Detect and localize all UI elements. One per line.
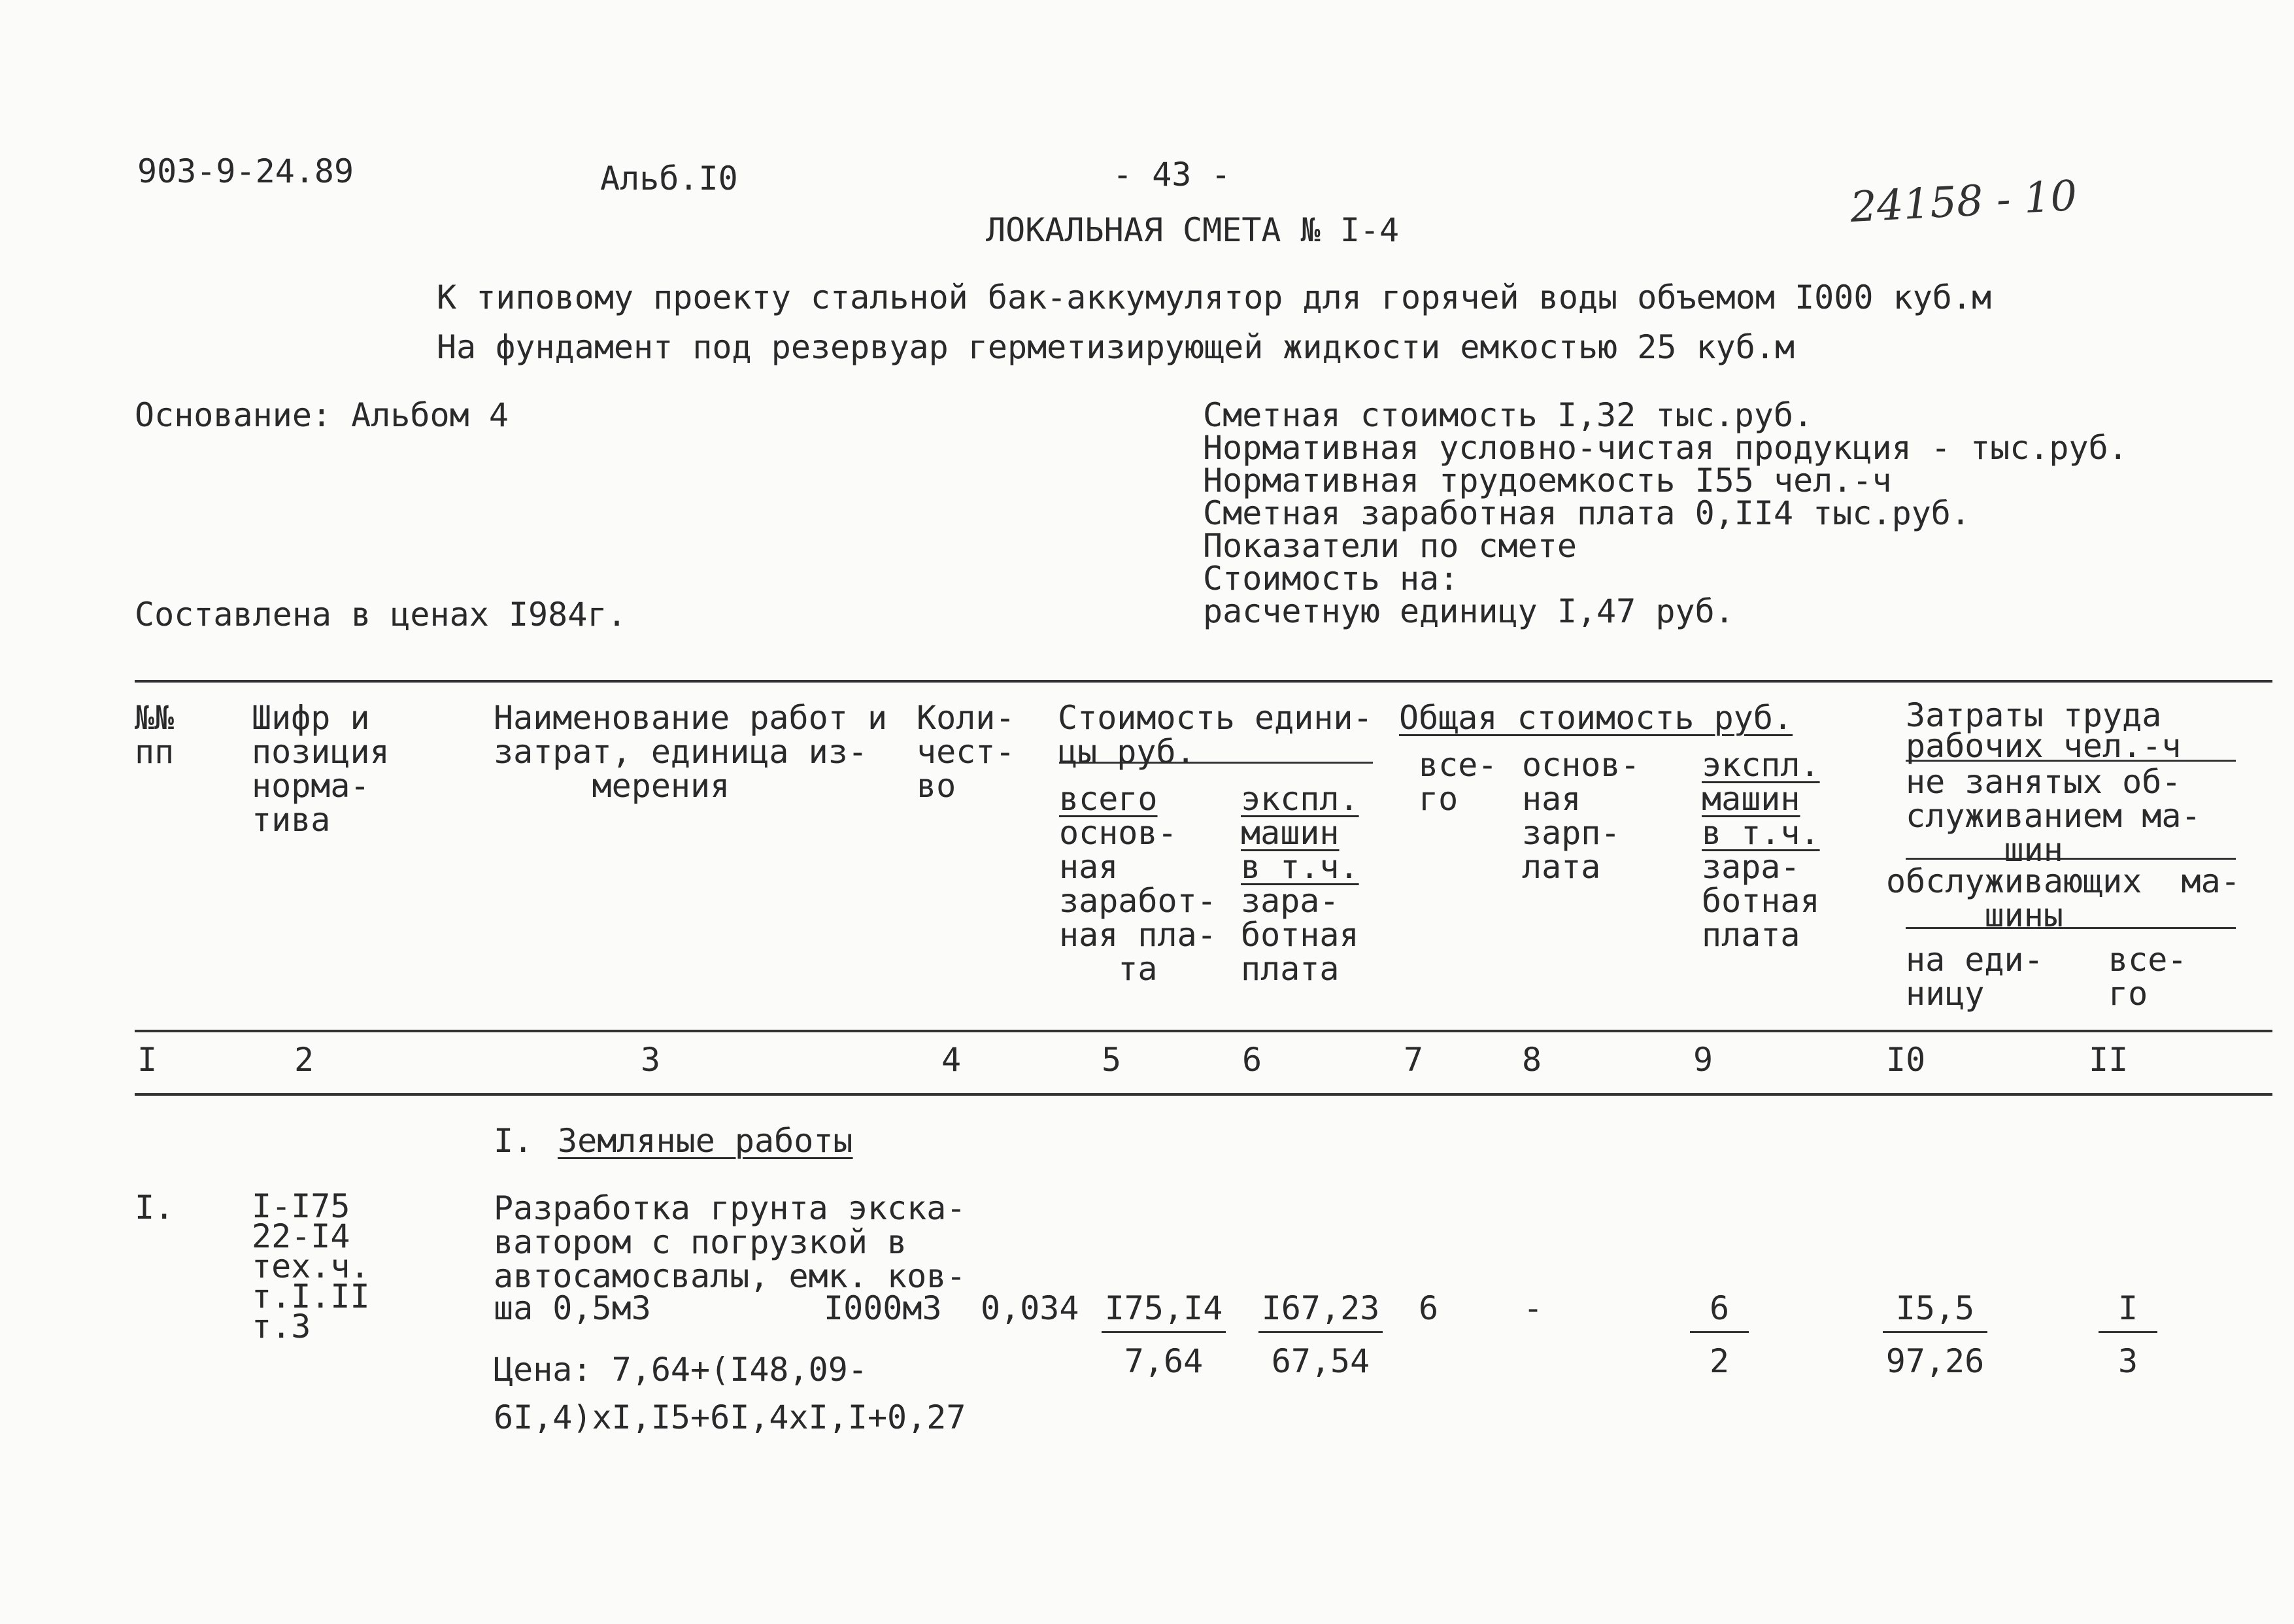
column-number: 8 bbox=[1522, 1041, 1542, 1079]
header-labor-not-busy: не занятых об- служиванием ма- шин bbox=[1906, 763, 2201, 869]
row-unit-mach-salary: 67,54 bbox=[1271, 1342, 1370, 1380]
row-unit-mach-fraction bbox=[1258, 1289, 1383, 1380]
header-unit-machines: экспл. машин bbox=[1241, 780, 1359, 852]
column-number: 9 bbox=[1693, 1041, 1713, 1079]
column-number: 5 bbox=[1102, 1041, 1122, 1079]
header-labor-serving: обслуживающих ма- шины bbox=[1886, 862, 2240, 934]
row-quantity: 0,034 bbox=[981, 1289, 1079, 1327]
header-total-mach-salary: зара- ботная плата bbox=[1702, 848, 1820, 954]
row-labor-total-fraction bbox=[2099, 1289, 2157, 1380]
column-number: I bbox=[137, 1041, 158, 1079]
header-unit-mach-salary: зара- ботная плата bbox=[1241, 882, 1359, 988]
row-total-mach-salary: 2 bbox=[1709, 1342, 1730, 1380]
row-total-salary: - bbox=[1523, 1289, 1543, 1327]
header-labor-per-unit: на еди- ницу bbox=[1906, 941, 2044, 1013]
header-name: Наименование работ и затрат, единица из- мерения bbox=[494, 699, 888, 805]
header-bottom-rule bbox=[135, 1030, 2272, 1032]
row-unit-machines: I67,23 bbox=[1258, 1292, 1383, 1333]
row-total-mach-fraction bbox=[1690, 1289, 1749, 1380]
column-numbers-rule bbox=[135, 1093, 2272, 1096]
page-number: - 43 - bbox=[1113, 156, 1231, 194]
row-price-formula-line-1: Цена: 7,64+(I48,09- bbox=[494, 1351, 868, 1389]
row-number: I. bbox=[135, 1189, 175, 1226]
row-name: Разработка грунта экска- ватором с погрузкой в автосамосвалы, емк. ков- bbox=[494, 1189, 966, 1295]
doc-code: 903-9-24.89 bbox=[137, 152, 354, 190]
section-number: I. bbox=[494, 1122, 533, 1160]
summary-line: Нормативная трудоемкость I55 чел.-ч bbox=[1203, 462, 1892, 499]
header-total-machines: экспл. машин bbox=[1702, 746, 1820, 818]
header-total: все- го bbox=[1419, 746, 1498, 818]
row-labor-unit-serving: 97,26 bbox=[1885, 1342, 1985, 1380]
header-labor-total: все- го bbox=[2108, 941, 2187, 1013]
row-total-machines: 6 bbox=[1690, 1292, 1749, 1333]
column-number: 4 bbox=[941, 1041, 962, 1079]
column-number: 7 bbox=[1404, 1041, 1424, 1079]
header-total-cost-group: Общая стоимость руб. bbox=[1399, 699, 1793, 737]
section-title: Земляные работы bbox=[558, 1122, 853, 1160]
header-code: Шифр и позиция норма- тива bbox=[252, 699, 390, 839]
header-unit-total: всего bbox=[1059, 780, 1158, 818]
column-number: I0 bbox=[1886, 1041, 1926, 1079]
header-number: №№ пп bbox=[135, 699, 175, 771]
header-quantity: Коли- чест- во bbox=[917, 699, 1015, 805]
summary-line: расчетную единицу I,47 руб. bbox=[1203, 592, 1734, 630]
column-number: II bbox=[2089, 1041, 2129, 1079]
header-total-including: в т.ч. bbox=[1702, 814, 1820, 852]
row-unit-total: I75,I4 bbox=[1102, 1292, 1226, 1333]
column-number: 6 bbox=[1242, 1041, 1262, 1079]
prices-year: Составлена в ценах I984г. bbox=[135, 596, 627, 634]
row-name-last: ша 0,5м3 bbox=[494, 1289, 651, 1327]
document-title: ЛОКАЛЬНАЯ СМЕТА № I-4 bbox=[986, 211, 1400, 249]
column-number: 3 bbox=[641, 1041, 661, 1079]
row-labor-unit-fraction bbox=[1883, 1289, 1987, 1380]
header-unit-including: в т.ч. bbox=[1241, 848, 1359, 886]
row-price-formula-line-2: 6I,4)хI,I5+6I,4хI,I+0,27 bbox=[494, 1398, 966, 1436]
summary-line: Стоимость на: bbox=[1203, 560, 1459, 598]
column-number: 2 bbox=[294, 1041, 314, 1079]
row-total: 6 bbox=[1419, 1289, 1439, 1327]
row-unit-cost-fraction bbox=[1102, 1289, 1226, 1380]
row-unit: I000м3 bbox=[824, 1289, 942, 1327]
handwritten-number: 24158 - 10 bbox=[1849, 171, 2079, 233]
summary-line: Нормативная условно-чистая продукция - тыс.руб. bbox=[1203, 429, 2128, 467]
row-unit-salary: 7,64 bbox=[1124, 1342, 1204, 1380]
header-unit-salary: основ- ная заработ- ная пла- та bbox=[1059, 814, 1217, 988]
table-top-rule bbox=[135, 680, 2272, 683]
header-labor-workers: рабочих чел.-ч bbox=[1906, 727, 2182, 765]
summary-line: Сметная заработная плата 0,II4 тыс.руб. bbox=[1203, 494, 1970, 532]
subtitle-line-1: К типовому проекту стальной бак-аккумулятор для горячей воды объемом I000 куб.м bbox=[437, 279, 1992, 316]
header-total-salary: основ- ная зарп- лата bbox=[1522, 746, 1640, 886]
header-labor-group: Затраты труда bbox=[1906, 696, 2162, 734]
summary-line: Показатели по смете bbox=[1203, 527, 1577, 565]
row-labor-unit: I5,5 bbox=[1883, 1292, 1987, 1333]
album-number: Альб.I0 bbox=[600, 160, 738, 197]
summary-line: Сметная стоимость I,32 тыс.руб. bbox=[1203, 396, 1813, 434]
row-code: I-I75 22-I4 тех.ч. т.I.II т.3 bbox=[252, 1187, 370, 1345]
row-labor-total-serving: 3 bbox=[2117, 1342, 2138, 1380]
row-labor-total: I bbox=[2099, 1292, 2157, 1333]
basis: Основание: Альбом 4 bbox=[135, 396, 509, 434]
header-unit-cost-group: Стоимость едини- цы руб. bbox=[1058, 699, 1373, 771]
subtitle-line-2: На фундамент под резервуар герметизирующей жидкости емкостью 25 куб.м bbox=[437, 328, 1795, 366]
